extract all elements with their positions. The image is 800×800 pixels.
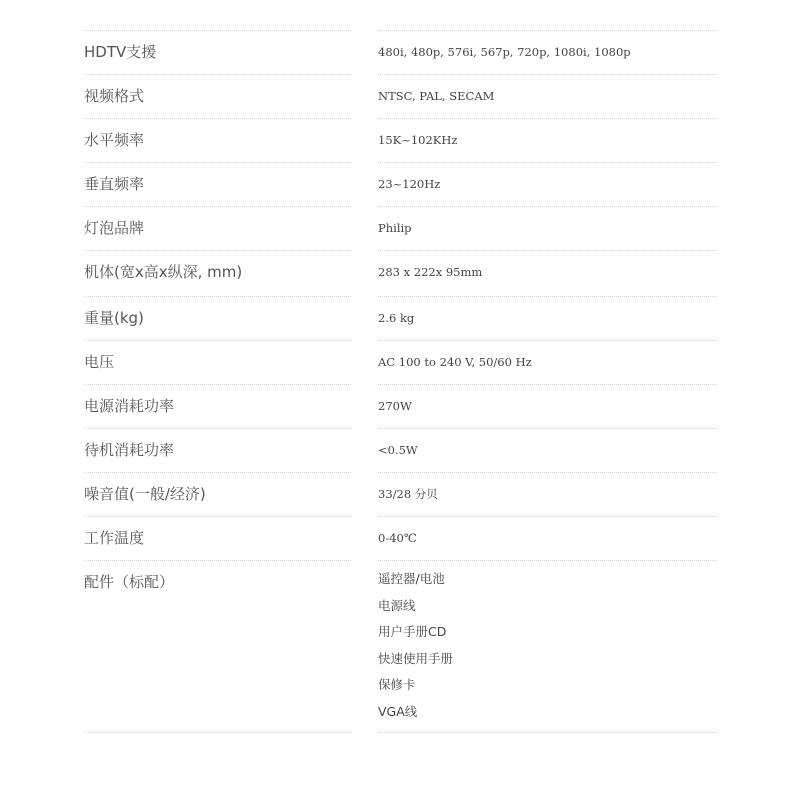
spec-label: 电压: [84, 340, 351, 384]
accessory-item: 遥控器/电池: [378, 571, 445, 586]
column-gap: [351, 74, 378, 118]
spec-value: 33/28 分贝: [378, 472, 717, 516]
spec-label: 视频格式: [84, 74, 351, 118]
column-gap: [351, 560, 378, 733]
spec-value: Philip: [378, 206, 717, 250]
column-gap: [351, 472, 378, 516]
accessory-item: VGA线: [378, 703, 418, 719]
spec-label: 垂直频率: [84, 162, 351, 206]
column-gap: [351, 384, 378, 428]
spec-row-standby-power: [84, 428, 717, 472]
column-gap: [351, 250, 378, 296]
spec-row-accessories: [84, 560, 717, 733]
spec-label: 水平频率: [84, 118, 351, 162]
spec-value: 0-40℃: [378, 516, 717, 560]
column-gap: [351, 340, 378, 384]
spec-row-power-consumption: [84, 384, 717, 428]
spec-value: AC 100 to 240 V, 50/60 Hz: [378, 340, 717, 384]
spec-row-operating-temperature: [84, 516, 717, 560]
accessory-item: 保修卡: [378, 677, 416, 692]
spec-value: 480i, 480p, 576i, 567p, 720p, 1080i, 1080p: [378, 30, 717, 74]
spec-label: 重量(kg): [84, 296, 351, 340]
accessory-list: [378, 560, 717, 733]
spec-label: 工作温度: [84, 516, 351, 560]
column-gap: [351, 162, 378, 206]
spec-label: 电源消耗功率: [84, 384, 351, 428]
accessory-item: 电源线: [378, 597, 416, 613]
spec-table: [84, 30, 717, 733]
spec-label: 噪音值(一般/经济): [84, 472, 351, 516]
spec-label: 机体(宽x高x纵深, mm): [84, 250, 351, 296]
column-gap: [351, 206, 378, 250]
column-gap: [351, 296, 378, 340]
spec-value: 2.6 kg: [378, 296, 717, 340]
spec-row-noise-level: [84, 472, 717, 516]
spec-value: 15K~102KHz: [378, 118, 717, 162]
spec-label: 待机消耗功率: [84, 428, 351, 472]
spec-value: 23~120Hz: [378, 162, 717, 206]
spec-row-hdtv: [84, 30, 717, 74]
spec-row-video-format: [84, 74, 717, 118]
spec-value: 283 x 222x 95mm: [378, 250, 717, 296]
accessory-item: 快速使用手册: [378, 650, 454, 666]
column-gap: [351, 428, 378, 472]
spec-value: NTSC, PAL, SECAM: [378, 74, 717, 118]
spec-row-lamp-brand: [84, 206, 717, 250]
accessory-item: 用户手册CD: [378, 624, 447, 639]
spec-row-horizontal-frequency: [84, 118, 717, 162]
spec-row-vertical-frequency: [84, 162, 717, 206]
spec-label: 灯泡品牌: [84, 206, 351, 250]
column-gap: [351, 30, 378, 74]
spec-value: <0.5W: [378, 428, 717, 472]
column-gap: [351, 118, 378, 162]
spec-value: 270W: [378, 384, 717, 428]
spec-label: 配件（标配）: [84, 560, 351, 733]
spec-label: HDTV支援: [84, 30, 351, 74]
spec-row-voltage: [84, 340, 717, 384]
column-gap: [351, 516, 378, 560]
spec-row-weight: [84, 296, 717, 340]
spec-row-dimensions: [84, 250, 717, 296]
